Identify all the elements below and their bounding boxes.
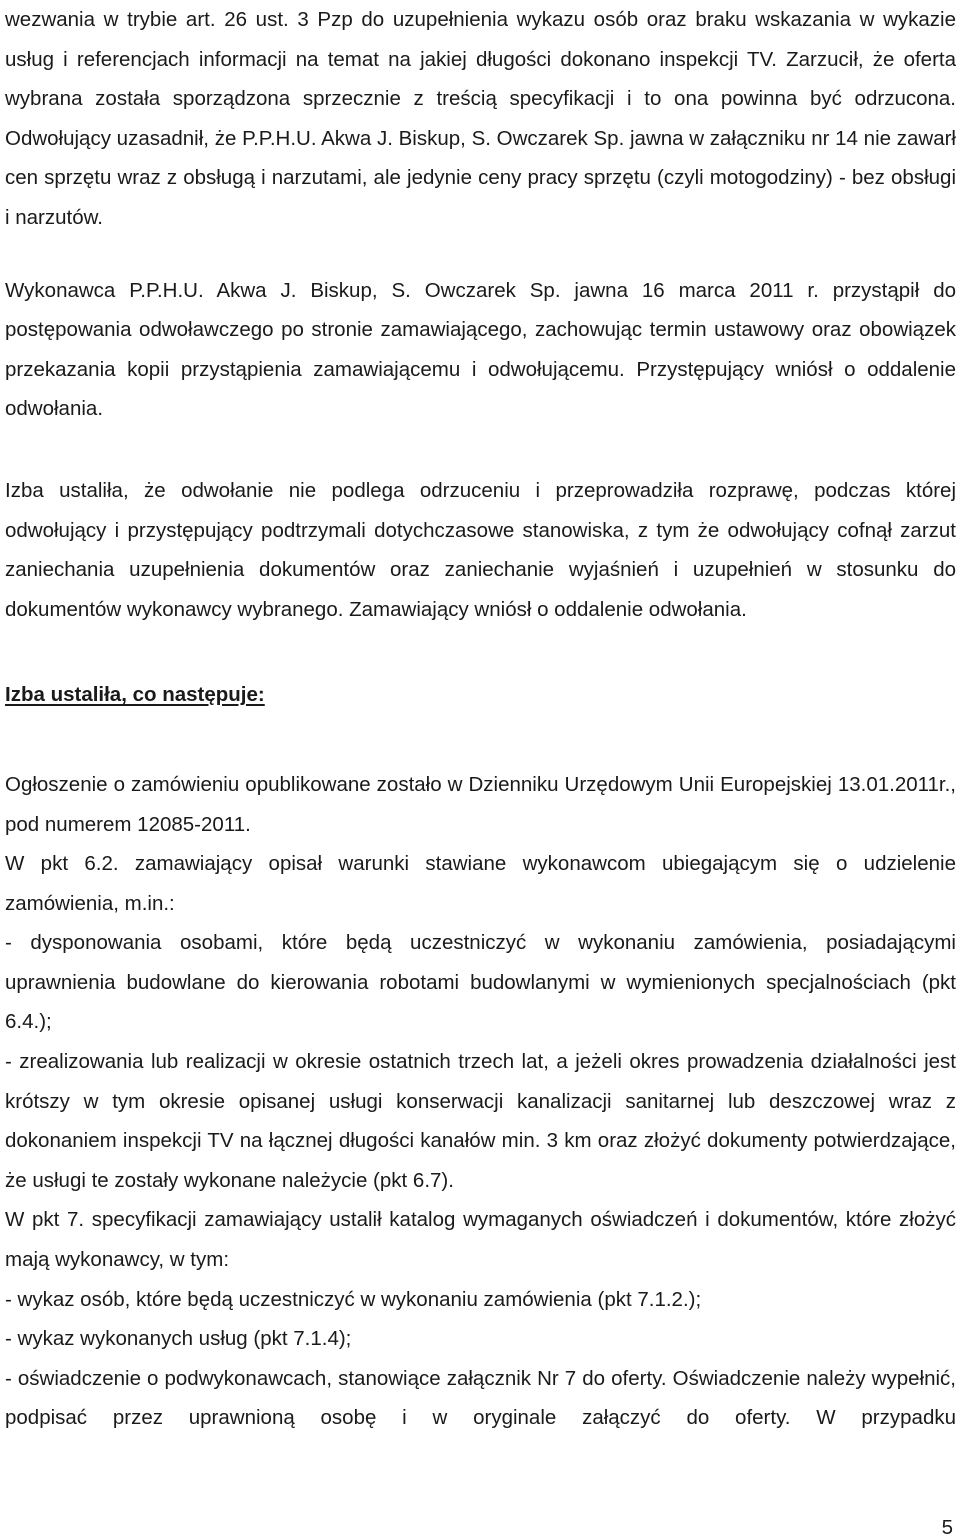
list-item-services-list: - wykaz wykonanych usług (pkt 7.1.4); — [5, 1327, 352, 1351]
paragraph-appellant-arguments: wezwania w trybie art. 26 ust. 3 Pzp do uzupełnienia wykazu osób oraz braku wskazania w wykazie usług i referencjach informacji na temat na jakiej długości dokonano inspekcji TV. Zarzucił, że oferta wybrana została sporządzona sprzecznie z treścią specyfikacji i to ona powinna być odrzucona. Odwołujący uzasadnił, że P.P.H.U. Akwa J. Biskup, S. Owczarek Sp. jawna w załączniku nr 14 nie zawarł cen sprzętu wraz z obsługą i narzutami, ale jedynie ceny pracy sprzętu (czyli motogodziny) - bez obsługi i narzutów. — [5, 8, 956, 229]
list-item-persons-list: - wykaz osób, które będą uczestniczyć w wykonaniu zamówienia (pkt 7.1.2.); — [5, 1287, 702, 1311]
section-heading-findings: Izba ustaliła, co następuje: — [5, 683, 265, 707]
document-page — [5, 0, 956, 1438]
list-item-subcontractors: - oświadczenie o podwykonawcach, stanowiące załącznik Nr 7 do oferty. Oświadczenie należy wypełnić, podpisać przez uprawnioną osobę i w oryginale załączyć do oferty. W przypadku — [5, 1366, 956, 1430]
page-number: 5 — [941, 1516, 953, 1539]
list-item-personnel: - dysponowania osobami, które będą uczestniczyć w wykonaniu zamówienia, posiadającymi uprawnienia budowlane do kierowania robotami budowlanymi w wymienionych specjalnościach (pkt 6.4.); — [5, 931, 956, 1034]
paragraph-documents-catalog: W pkt 7. specyfikacji zamawiający ustalił katalog wymaganych oświadczeń i dokumentów, które złożyć mają wykonawcy, w tym: — [5, 1208, 956, 1272]
paragraph-conditions: W pkt 6.2. zamawiający opisał warunki stawiane wykonawcom ubiegającym się o udzielenie zamówienia, m.in.: — [5, 852, 956, 915]
list-item-experience: - zrealizowania lub realizacji w okresie ostatnich trzech lat, a jeżeli okres prowadzenia działalności jest krótszy w tym okresie opisanej usługi konserwacji kanalizacji sanitarnej lub deszczowej wraz z dokonaniem inspekcji TV na łącznej długości kanałów min. 3 km oraz złożyć dokumenty potwierdzające, że usługi te zostały wykonane należycie (pkt 6.7). — [5, 1050, 956, 1192]
paragraph-intervener: Wykonawca P.P.H.U. Akwa J. Biskup, S. Owczarek Sp. jawna 16 marca 2011 r. przystąpił do postępowania odwoławczego po stronie zamawiającego, zachowując termin ustawowy oraz obowiązek przekazania kopii przystąpienia zamawiającemu i odwołującemu. Przystępujący wniósł o oddalenie odwołania. — [5, 278, 956, 421]
paragraph-contract-notice: Ogłoszenie o zamówieniu opublikowane zostało w Dzienniku Urzędowym Unii Europejskiej 13.01.2011r., pod numerem 12085-2011. — [5, 772, 956, 836]
paragraph-chamber-hearing: Izba ustaliła, że odwołanie nie podlega odrzuceniu i przeprowadziła rozprawę, podczas której odwołujący i przystępujący podtrzymali dotychczasowe stanowiska, z tym że odwołujący cofnął zarzut zaniechania uzupełnienia dokumentów oraz zaniechanie wyjaśnień i uzupełnień w stosunku do dokumentów wykonawcy wybranego. Zamawiający wniósł o oddalenie odwołania. — [5, 478, 956, 621]
